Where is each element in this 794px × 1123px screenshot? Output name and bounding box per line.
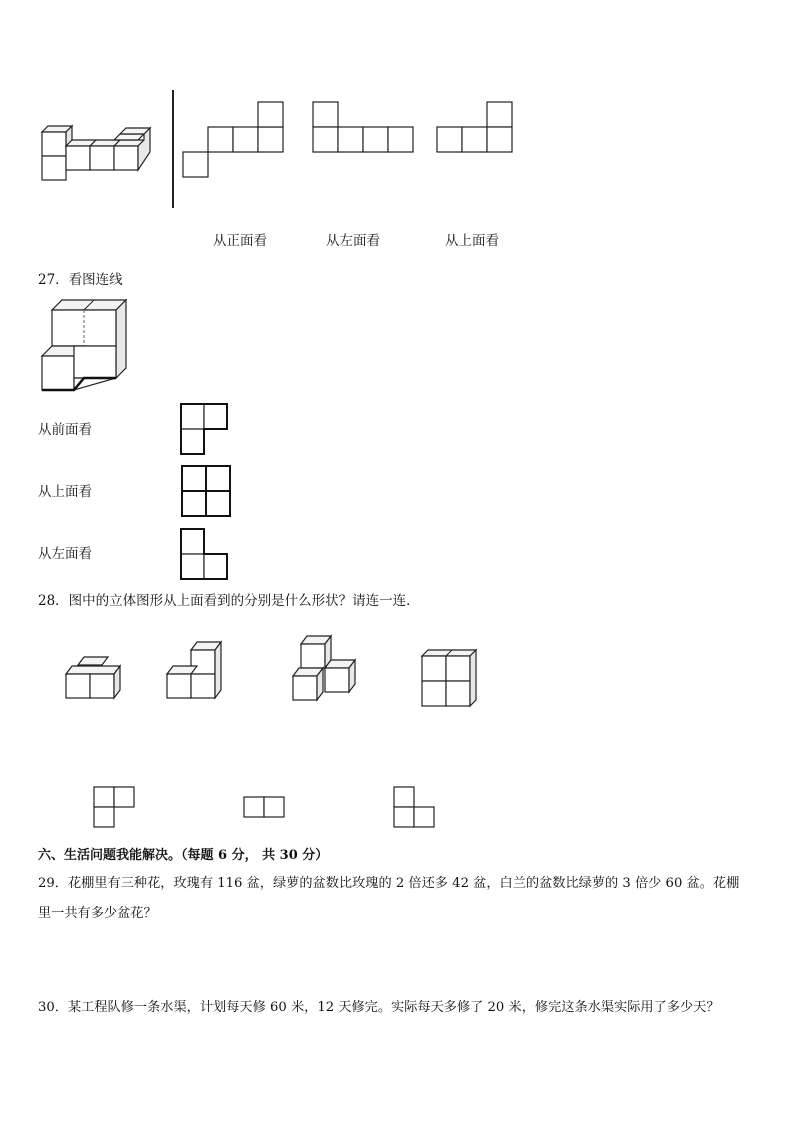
- q28-solid-3: [291, 634, 363, 706]
- q27-label-front: 从前面看: [38, 422, 92, 438]
- q26-label-left: 从左面看: [326, 233, 380, 249]
- q29-line1: 29．花棚里有三种花，玫瑰有 116 盆，绿萝的盆数比玫瑰的 2 倍还多 42 盆，白兰的盆数比绿萝的 3 倍少 60 盆。花棚: [38, 876, 740, 891]
- section6-title: 六、生活问题我能解决。（每题 6 分， 共 30 分）: [38, 848, 329, 863]
- q28-top-view-2: [243, 796, 287, 820]
- q26-top-view-grid: [436, 101, 514, 153]
- q27-label-left: 从左面看: [38, 546, 92, 562]
- q26-left-view-grid: [312, 101, 414, 153]
- q29-line2: 里一共有多少盆花？: [38, 906, 157, 921]
- q26-cube-figure: [40, 124, 155, 180]
- q28-solid-1: [64, 655, 126, 700]
- q30-text: 30．某工程队修一条水渠，计划每天修 60 米，12 天修完。实际每天多修了 20 米，修完这条水渠实际用了多少天？: [38, 1000, 720, 1015]
- q26-label-front: 从正面看: [213, 233, 267, 249]
- q27-option-grid-1: [180, 403, 230, 456]
- q27-label-top: 从上面看: [38, 484, 92, 500]
- q28-solid-2: [165, 640, 227, 702]
- q27-option-grid-2: [180, 464, 232, 518]
- q28-title: 28．图中的立体图形从上面看到的分别是什么形状？请连一连．: [38, 593, 420, 609]
- q27-title: 27．看图连线: [38, 272, 123, 288]
- q28-top-view-1: [93, 786, 137, 830]
- q26-divider-line: [172, 90, 174, 208]
- q27-option-grid-3: [180, 528, 230, 582]
- q28-solid-4: [420, 648, 484, 710]
- q26-label-top: 从上面看: [445, 233, 499, 249]
- q28-top-view-3: [393, 786, 437, 830]
- q26-front-view-grid: [183, 101, 283, 177]
- q27-solid-figure: [40, 298, 130, 394]
